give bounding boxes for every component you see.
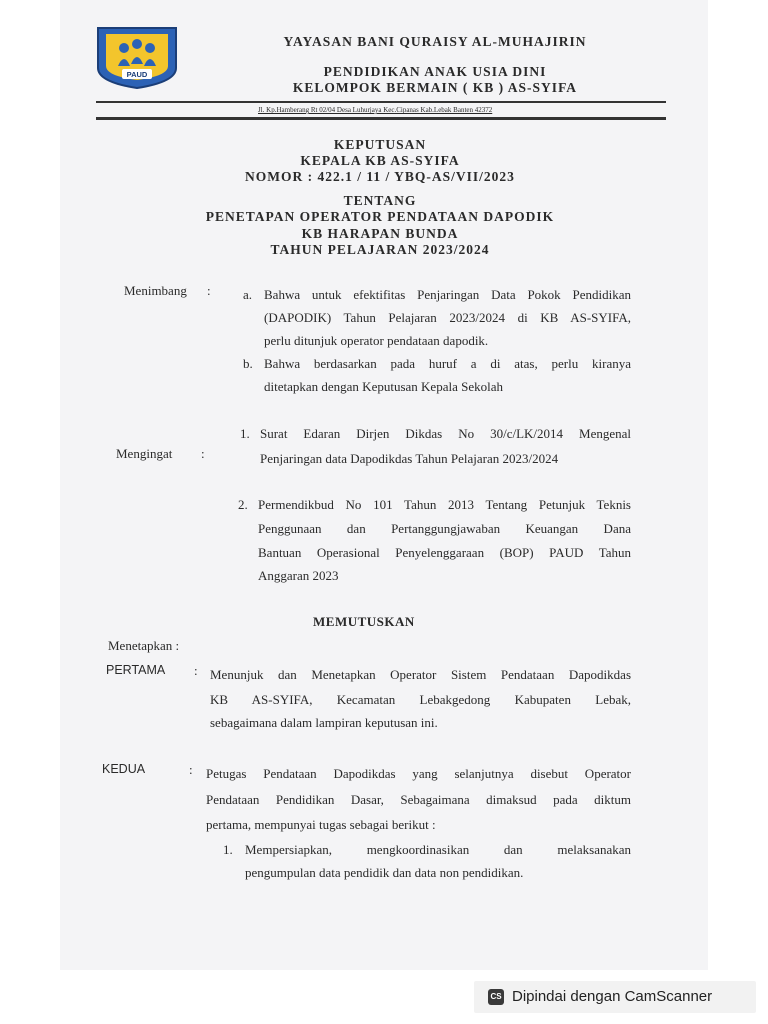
decree-number: NOMOR : 422.1 / 11 / YBQ-AS/VII/2023	[245, 169, 515, 184]
letterhead-rule-top	[96, 101, 666, 103]
decree-school: KB HARAPAN BUNDA	[301, 226, 459, 241]
menimbang-colon: :	[207, 283, 211, 298]
menimbang-b-line-2: ditetapkan dengan Keputusan Kepala Sekolah	[264, 379, 503, 394]
mengingat-2-line-3: Bantuan Operasional Penyelenggaraan (BOP) PAUD Tahun	[258, 545, 631, 560]
mengingat-label: Mengingat	[116, 446, 173, 461]
pertama-line-2: KB AS-SYIFA, Kecamatan Lebakgedong Kabupaten Lebak,	[210, 692, 631, 707]
kedua-label: KEDUA	[102, 762, 146, 776]
decree-about-label: TENTANG	[343, 193, 417, 208]
foundation-name: YAYASAN BANI QURAISY AL-MUHAJIRIN	[283, 34, 587, 49]
mengingat-2-line-1: Permendikbud No 101 Tahun 2013 Tentang Petunjuk Teknis	[258, 497, 631, 512]
decree-subject: PENETAPAN OPERATOR PENDATAAN DAPODIK	[205, 209, 555, 224]
mengingat-2-line-4: Anggaran 2023	[258, 568, 339, 583]
camscanner-watermark	[474, 981, 756, 1013]
mengingat-colon: :	[201, 446, 205, 461]
kedua-line-2: Pendataan Pendidikan Dasar, Sebagaimana dimaksud pada diktum	[206, 792, 631, 807]
decree-year: TAHUN PELAJARAN 2023/2024	[270, 242, 490, 257]
menimbang-a-line-1: Bahwa untuk efektifitas Penjaringan Data Pokok Pendidikan	[264, 287, 631, 302]
svg-text:PAUD: PAUD	[126, 70, 148, 79]
camscanner-text: Dipindai dengan CamScanner	[512, 988, 713, 1005]
letterhead-rule-bottom	[96, 117, 666, 120]
kedua-colon: :	[189, 762, 193, 777]
decree-issuer: KEPALA KB AS-SYIFA	[300, 153, 460, 168]
kedua-1-line-1: Mempersiapkan, mengkoordinasikan dan melaksanakan	[245, 842, 631, 857]
kedua-1-marker: 1.	[223, 842, 233, 857]
paud-logo-icon	[92, 22, 182, 90]
mengingat-1-marker: 1.	[240, 426, 250, 441]
decree-title: KEPUTUSAN	[333, 137, 427, 152]
kedua-1-line-2: pengumpulan data pendidik dan data non pendidikan.	[245, 865, 524, 880]
memutuskan-heading: MEMUTUSKAN	[313, 614, 415, 629]
school-address: Jl. Kp.Hamberang Rt 02/04 Desa Luhurjaya Kec.Cipanas Kab.Lebak Banten 42372	[258, 106, 493, 114]
menimbang-b-line-1: Bahwa berdasarkan pada huruf a di atas, perlu kiranya	[264, 356, 631, 371]
menimbang-b-marker: b.	[243, 356, 253, 371]
menimbang-a-line-2: (DAPODIK) Tahun Pelajaran 2023/2024 di KB AS-SYIFA,	[264, 310, 631, 325]
menetapkan-label: Menetapkan :	[108, 638, 180, 653]
pertama-line-1: Menunjuk dan Menetapkan Operator Sistem Pendataan Dapodikdas	[210, 667, 631, 682]
menimbang-a-marker: a.	[243, 287, 253, 302]
menimbang-a-line-3: perlu ditunjuk operator pendataan dapodik.	[264, 333, 489, 348]
pertama-colon: :	[194, 663, 198, 678]
camscanner-logo-icon: CS	[488, 989, 504, 1005]
menimbang-label: Menimbang	[124, 283, 187, 298]
school-name: KELOMPOK BERMAIN ( KB ) AS-SYIFA	[292, 80, 578, 95]
mengingat-1-line-2: Penjaringan data Dapodikdas Tahun Pelajaran 2023/2024	[260, 451, 559, 466]
mengingat-2-marker: 2.	[238, 497, 248, 512]
mengingat-2-line-2: Penggunaan dan Pertanggungjawaban Keuangan Dana	[258, 521, 631, 536]
kedua-line-3: pertama, mempunyai tugas sebagai berikut :	[206, 817, 436, 832]
pertama-line-3: sebagaimana dalam lampiran keputusan ini.	[210, 715, 438, 730]
mengingat-1-line-1: Surat Edaran Dirjen Dikdas No 30/c/LK/2014 Mengenal	[260, 426, 631, 441]
school-type: PENDIDIKAN ANAK USIA DINI	[323, 64, 547, 79]
kedua-line-1: Petugas Pendataan Dapodikdas yang selanjutnya disebut Operator	[206, 766, 631, 781]
pertama-label: PERTAMA	[106, 663, 166, 677]
